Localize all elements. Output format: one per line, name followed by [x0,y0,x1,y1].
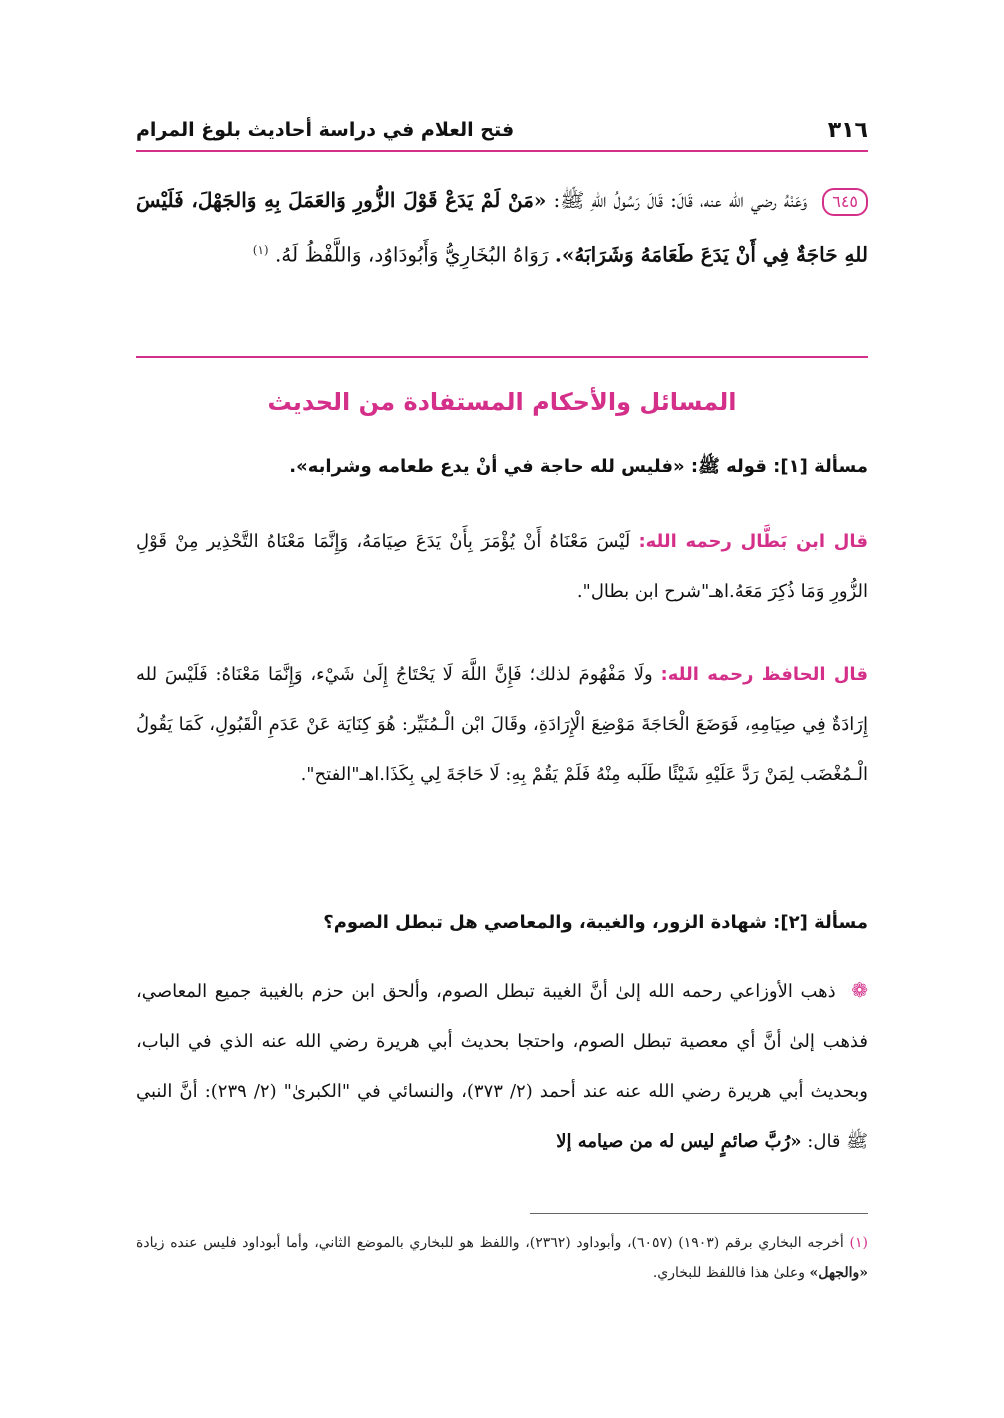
paragraph-hafiz-text: ولَا مَفْهُومَ لذلك؛ فَإِنَّ اللَّهَ لَا يَحْتَاجُ إِلَىٰ شَيْء، وَإِنَّمَا مَعْنَاهُ: فَلَيْسَ لله إِرَادَةٌ فِي صِيَامِهِ، فَوَضَعَ الْحَاجَةَ مَوْضِعَ الْإِرَادَةِ، وقَالَ ابْن الْـمُنَيِّر: هُوَ كِنَايَة عَنْ عَدَمِ الْقَبُولِ، كَمَا يَقُولُ الْـمُغْضَب لِمَنْ رَدَّ عَلَيْهِ شَيْئًا طَلَبه مِنْهُ فَلَمْ يَقُمْ بِهِ: لَا حَاجَةَ لِي بِكَذَا.اهـ [136,664,868,785]
masala-2-label: مسألة [٢]: [773,912,868,933]
source-ibn-battal: "شرح ابن بطال". [576,581,710,602]
speaker-ibn-battal: قال ابن بَطَّال رحمه الله: [638,531,868,552]
footnote-number: (١) [849,1235,868,1251]
hadith-intro: وَعَنْهُ رضي الله عنه، قَالَ: قَالَ رَسُولُ اللهِ ﷺ: [553,188,808,212]
footnote-ref: (١) [252,243,269,257]
footnote-tail: وعلىٰ هذا فاللفظ للبخاري. [652,1265,806,1281]
paragraph-hafiz [136,650,868,800]
masala-1-label: مسألة [١]: [773,456,868,477]
masala-2-text: شهادة الزور، والغيبة، والمعاصي هل تبطل الصوم؟ [323,912,767,933]
paragraph-awzai-text: ذهب الأوزاعي رحمه الله إلىٰ أنَّ الغيبة تبطل الصوم، وألحق ابن حزم بالغيبة جميع المعاصي، فذهب إلىٰ أنَّ أي معصية تبطل الصوم، واحتجا بحديث أبي هريرة رضي الله عنه الذي في الباب، وبحديث أبي هريرة رضي الله عنه عند أحمد (٢/ ٣٧٣)، والنسائي في "الكبرىٰ" (٢/ ٢٣٩): أنَّ النبي ﷺ قال: [136,981,868,1152]
section-divider [136,356,868,358]
page-number: ٣١٦ [827,117,868,143]
hadith-block [136,175,868,280]
hadith-source: رَوَاهُ البُخَارِيُّ وَأَبُودَاوُد، وَاللَّفْظُ لَهُ. [274,242,549,267]
paragraph-awzai [136,965,868,1167]
hadith-text: «مَنْ لَمْ يَدَعْ قَوْلَ الزُّورِ وَالعَمَلَ بِهِ وَالجَهْلَ، فَلَيْسَ للهِ حَاجَةٌ فِي أَنْ يَدَعَ طَعَامَهُ وَشَرَابَهُ». [136,188,868,267]
page-header [136,110,868,152]
source-fath: "الفتح". [300,764,360,785]
footnote-separator [530,1213,868,1214]
paragraph-ibn-battal-text: لَيْسَ مَعْنَاهُ أَنْ يُؤْمَرَ بِأَنْ يَدَعَ صِيَامَهُ، وَإِنَّمَا مَعْنَاهُ التَّحْذِير مِنْ قَوْلِ الزُّورِ وَمَا ذُكِرَ مَعَهُ.اهـ [136,531,868,602]
masala-1 [136,452,868,482]
masala-1-text: قوله ﷺ: «فليس لله حاجة في أنْ يدع طعامه وشرابه». [289,456,767,477]
flower-icon: ❁ [851,978,868,1002]
section-title: المسائل والأحكام المستفادة من الحديث [267,388,737,416]
paragraph-awzai-quote: «رُبَّ صائمٍ ليس له من صيامه إلا [556,1131,802,1152]
hadith-number: ٦٤٥ [822,188,868,216]
paragraph-ibn-battal [136,517,868,617]
footnote-emphasis: «والجهل» [809,1265,868,1281]
speaker-hafiz: قال الحافظ رحمه الله: [660,664,868,685]
footnote-text: أخرجه البخاري برقم (١٩٠٣) (٦٠٥٧)، وأبوداود (٢٣٦٢)، واللفظ هو للبخاري بالموضع الثاني، وأما أبوداود فليس عنده زيادة [136,1235,844,1251]
book-title: فتح العلام في دراسة أحاديث بلوغ المرام [136,119,515,141]
masala-2 [136,908,868,938]
footnote [136,1228,868,1288]
